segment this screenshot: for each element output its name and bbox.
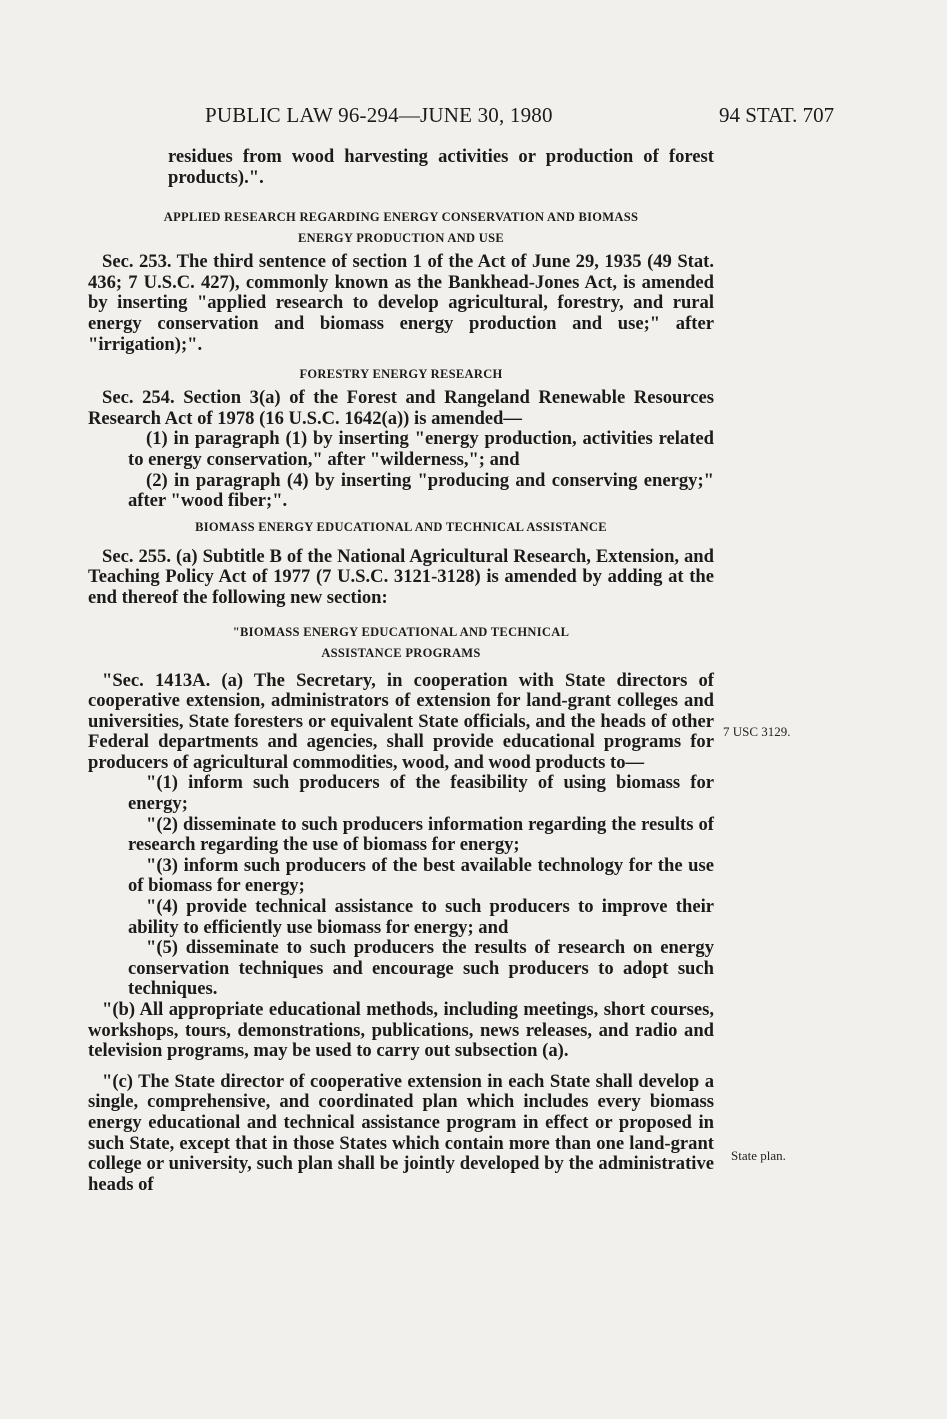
section-heading: BIOMASS ENERGY EDUCATIONAL AND TECHNICAL ASSISTANCE bbox=[195, 519, 607, 534]
section-heading: "BIOMASS ENERGY EDUCATIONAL AND TECHNICAL bbox=[232, 624, 570, 639]
section-heading: APPLIED RESEARCH REGARDING ENERGY CONSERVATION AND BIOMASS bbox=[163, 210, 639, 225]
section-1413a: "Sec. 1413A. (a) The Secretary, in cooperation with State directors of cooperative extension, administrators of extension for land-grant colleges and universities, State foresters or equivalent State officials, and the heads of other Federal departments and agencies, shall provide educational programs for producers of agricultural commodities, wood, and wood products to— bbox=[88, 669, 714, 773]
section-heading: ENERGY PRODUCTION AND USE bbox=[297, 231, 505, 246]
section-255: Sec. 255. (a) Subtitle B of the National Agricultural Research, Extension, and Teaching Policy Act of 1977 (7 U.S.C. 3121-3128) is amended by adding at the end thereof the following new section: bbox=[88, 545, 714, 608]
section-heading: ASSISTANCE PROGRAMS bbox=[321, 645, 481, 660]
section-254-item: (1) in paragraph (1) by inserting "energy production, activities related to energy conservation," after "wilderness,"; and bbox=[128, 428, 714, 470]
section-heading: FORESTRY ENERGY RESEARCH bbox=[299, 367, 503, 382]
subsection-b: "(b) All appropriate educational methods, including meetings, short courses, workshops, tours, demonstrations, publications, news releases, and radio and television programs, may be used to carry out subsection (a). bbox=[88, 999, 714, 1062]
continuation-paragraph: residues from wood harvesting activities or production of forest products).". bbox=[168, 146, 714, 188]
margin-note-usc: 7 USC 3129. bbox=[723, 724, 791, 739]
list-item: "(4) provide technical assistance to such producers to improve their ability to efficiently use biomass for energy; and bbox=[128, 896, 714, 938]
section-254-item: (2) in paragraph (4) by inserting "producing and conserving energy;" after "wood fiber;". bbox=[128, 469, 714, 512]
list-item: "(3) inform such producers of the best available technology for the use of biomass for energy; bbox=[128, 854, 714, 897]
list-item: "(2) disseminate to such producers information regarding the results of research regarding the use of biomass for energy; bbox=[128, 813, 714, 856]
list-item: "(5) disseminate to such producers the results of research on energy conservation techniques and encourage such producers to adopt such techniques. bbox=[128, 937, 714, 1000]
body-text bbox=[88, 147, 714, 1195]
section-253: Sec. 253. The third sentence of section 1 of the Act of June 29, 1935 (49 Stat. 436; 7 U.S.C. 427), commonly known as the Bankhead-Jones Act, is amended by inserting "applied research to develop agricultural, forestry, and rural energy conservation and biomass energy production and use;" after "irrigation);". bbox=[88, 251, 714, 355]
page-header-title: PUBLIC LAW 96-294—JUNE 30, 1980 bbox=[205, 103, 553, 127]
page-header-stat: 94 STAT. 707 bbox=[719, 103, 835, 127]
section-254: Sec. 254. Section 3(a) of the Forest and Rangeland Renewable Resources Research Act of 1978 (16 U.S.C. 1642(a)) is amended— bbox=[88, 387, 714, 429]
margin-note-state-plan: State plan. bbox=[731, 1148, 786, 1163]
subsection-c: "(c) The State director of cooperative extension in each State shall develop a single, comprehensive, and coordinated plan which includes every biomass energy educational and technical assistance program in effect or proposed in such State, except that in those States which contain more than one land-grant college or university, such plan shall be jointly developed by the administrative heads of bbox=[88, 1070, 714, 1195]
list-item: "(1) inform such producers of the feasibility of using biomass for energy; bbox=[128, 772, 714, 815]
